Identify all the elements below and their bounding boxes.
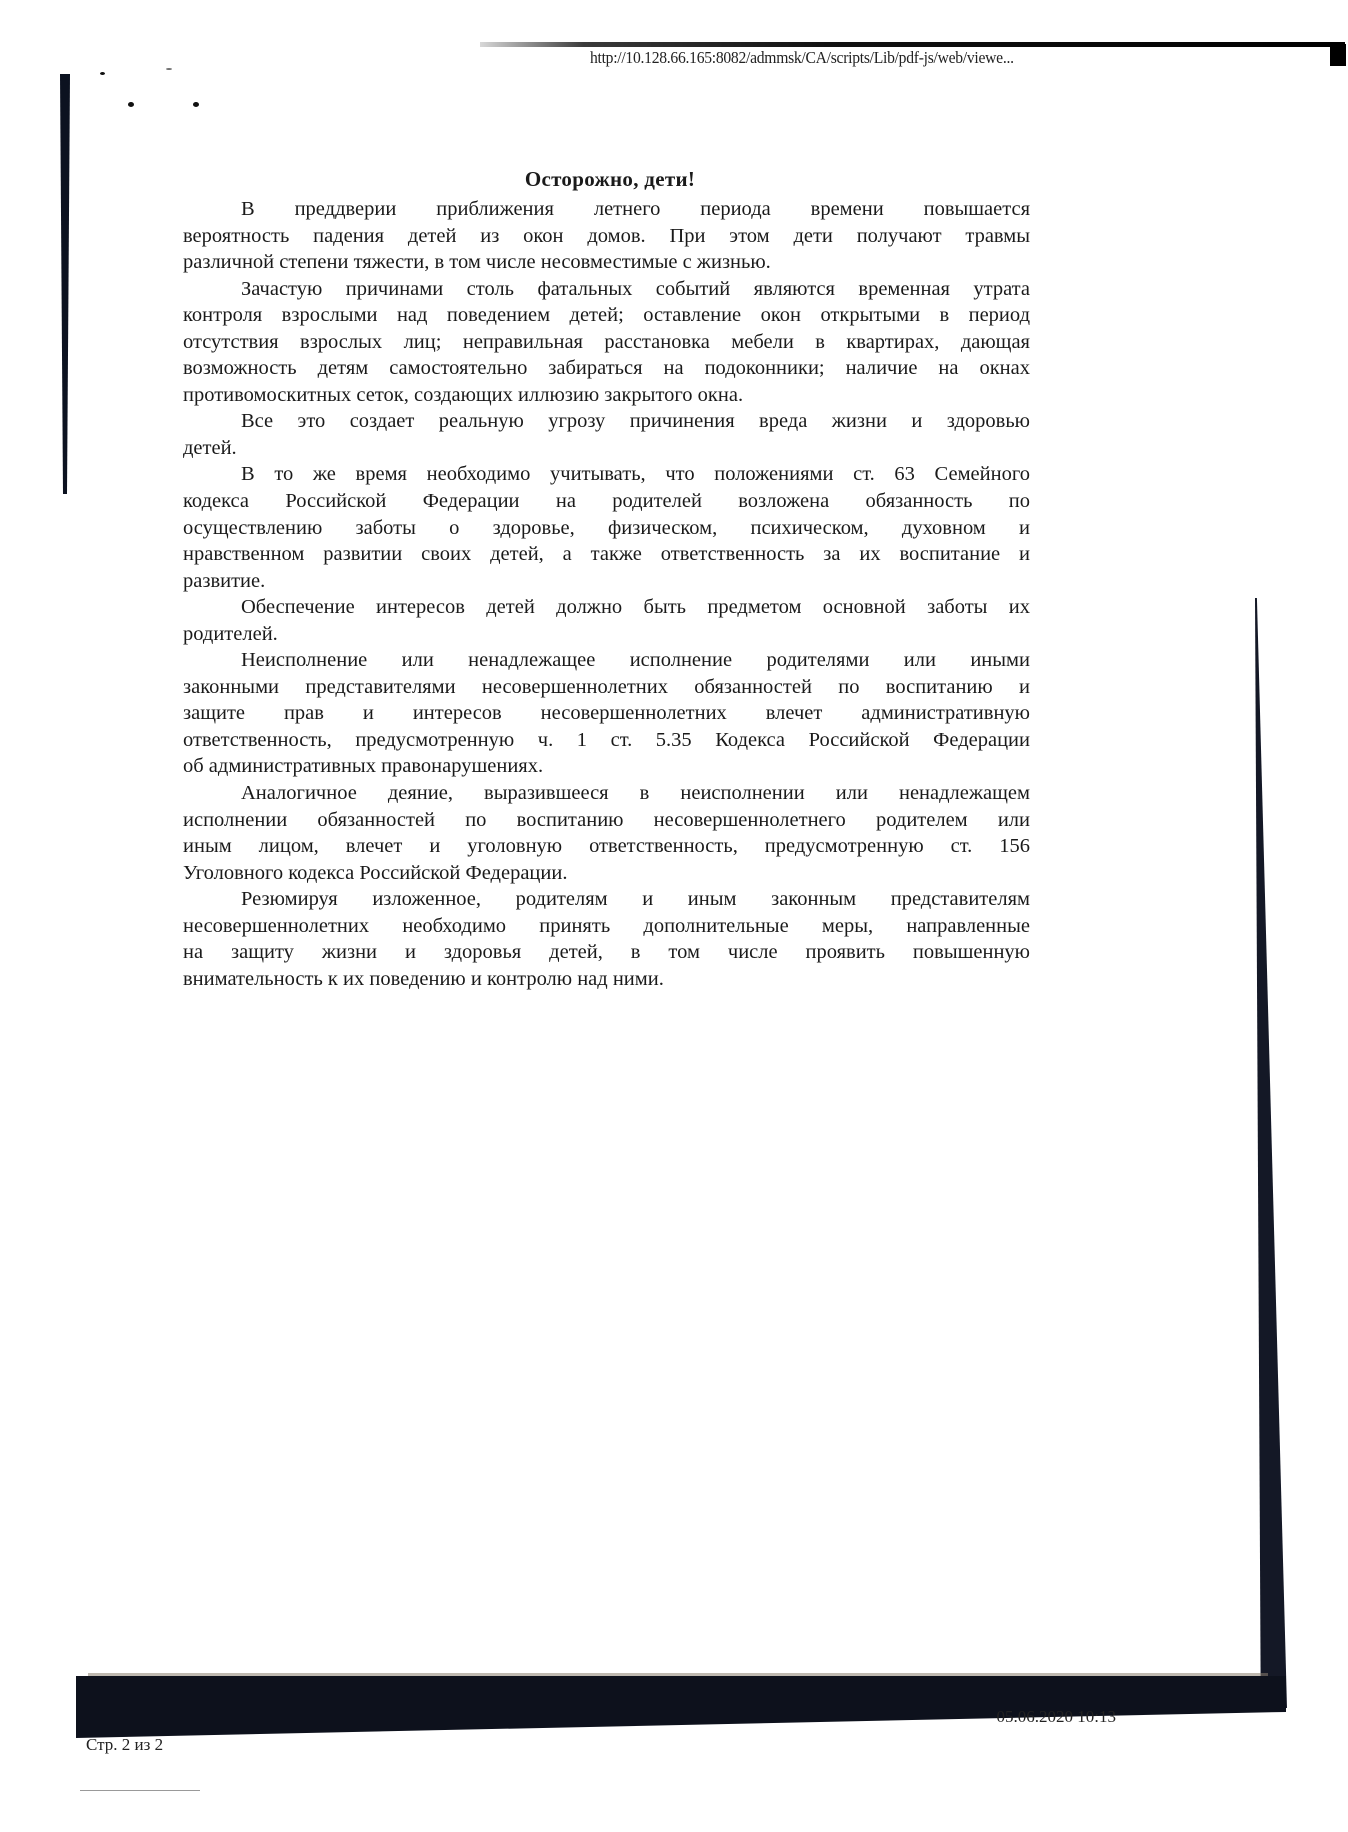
paragraph-line: на защиту жизни и здоровья детей, в том числе проявить повышенную — [183, 941, 1030, 964]
paragraph-line: возможность детям самостоятельно забираться на подоконники; наличие на окнах — [183, 357, 1030, 380]
paragraph-line: Резюмируя изложенное, родителям и иным законным представителям — [241, 888, 1030, 911]
paragraph-line: Зачастую причинами столь фатальных событий являются временная утрата — [241, 277, 1030, 300]
document-title: Осторожно, дети! — [524, 167, 696, 191]
scan-edge-shadow-left — [60, 74, 70, 494]
paragraph-line: ответственность, предусмотренную ч. 1 ст. 5.35 Кодекса Российской Федерации — [183, 728, 1030, 751]
print-header-rule — [480, 42, 1345, 47]
paragraph-line: внимательность к их поведению и контролю над ними. — [183, 967, 664, 990]
paragraph — [183, 461, 1030, 594]
paragraph-line: родителей. — [183, 622, 278, 645]
scan-edge-highlight — [88, 1673, 1268, 1676]
scan-speck — [128, 102, 134, 107]
paragraph-line: Обеспечение интересов детей должно быть предметом основной заботы их — [241, 596, 1030, 619]
paragraph — [183, 196, 1030, 276]
paragraph-line: вероятность падения детей из окон домов. При этом дети получают травмы — [183, 224, 1030, 247]
paragraph-line: контроля взрослыми над поведением детей; оставление окон открытыми в период — [183, 304, 1030, 327]
paragraph-line: различной степени тяжести, в том числе несовместимые с жизнью. — [183, 251, 771, 274]
paragraph-line: Все это создает реальную угрозу причинения вреда жизни и здоровью — [241, 410, 1030, 433]
paragraph-line: несовершеннолетних необходимо принять дополнительные меры, направленные — [183, 914, 1030, 937]
paragraph-line: В то же время необходимо учитывать, что положениями ст. 63 Семейного — [241, 463, 1030, 486]
paragraph — [183, 276, 1030, 409]
paragraph — [183, 594, 1030, 647]
scan-speck — [193, 102, 199, 107]
print-header-url: http://10.128.66.165:8082/admmsk/CA/scripts/Lib/pdf-js/web/viewe... — [590, 48, 1014, 67]
document-body — [183, 196, 1030, 992]
paragraph-line: защите прав и интересов несовершеннолетних влечет административную — [183, 702, 1030, 725]
scan-speck — [100, 72, 105, 75]
paragraph-line: об административных правонарушениях. — [183, 755, 544, 778]
scan-edge-shadow-right — [1255, 598, 1287, 1708]
paragraph-line: развитие. — [183, 569, 266, 592]
paragraph — [183, 408, 1030, 461]
paragraph-line: нравственном развитии своих детей, а также ответственность за их воспитание и — [183, 543, 1030, 566]
paragraph-line: детей. — [183, 436, 237, 459]
paragraph-line: противомоскитных сеток, создающих иллюзию закрытого окна. — [183, 383, 744, 406]
paragraph — [183, 886, 1030, 992]
paragraph-line: законными представителями несовершеннолетних обязанностей по воспитанию и — [183, 675, 1030, 698]
paragraph — [183, 780, 1030, 886]
paragraph-line: исполнении обязанностей по воспитанию несовершеннолетнего родителем или — [183, 808, 1030, 831]
paragraph-line: В преддверии приближения летнего периода времени повышается — [241, 198, 1030, 220]
paragraph-line: иным лицом, влечет и уголовную ответственность, предусмотренную ст. 156 — [183, 835, 1030, 858]
print-datetime: 05.06.2020 10:13 — [996, 1707, 1116, 1726]
paragraph-line: Неисполнение или ненадлежащее исполнение родителями или иными — [241, 649, 1030, 672]
page-number: Стр. 2 из 2 — [86, 1735, 164, 1754]
paragraph-line: Аналогичное деяние, выразившееся в неисполнении или ненадлежащем — [241, 782, 1030, 805]
paragraph-line: Уголовного кодекса Российской Федерации. — [183, 861, 568, 884]
scan-speck — [166, 68, 172, 70]
paragraph — [183, 647, 1030, 780]
paragraph-line: отсутствия взрослых лиц; неправильная расстановка мебели в квартирах, дающая — [183, 330, 1030, 353]
scan-artifact-line — [80, 1790, 200, 1791]
paragraph-line: осуществлению заботы о здоровье, физическом, психическом, духовном и — [183, 516, 1030, 539]
paragraph-line: кодекса Российской Федерации на родителей возложена обязанность по — [183, 490, 1030, 513]
